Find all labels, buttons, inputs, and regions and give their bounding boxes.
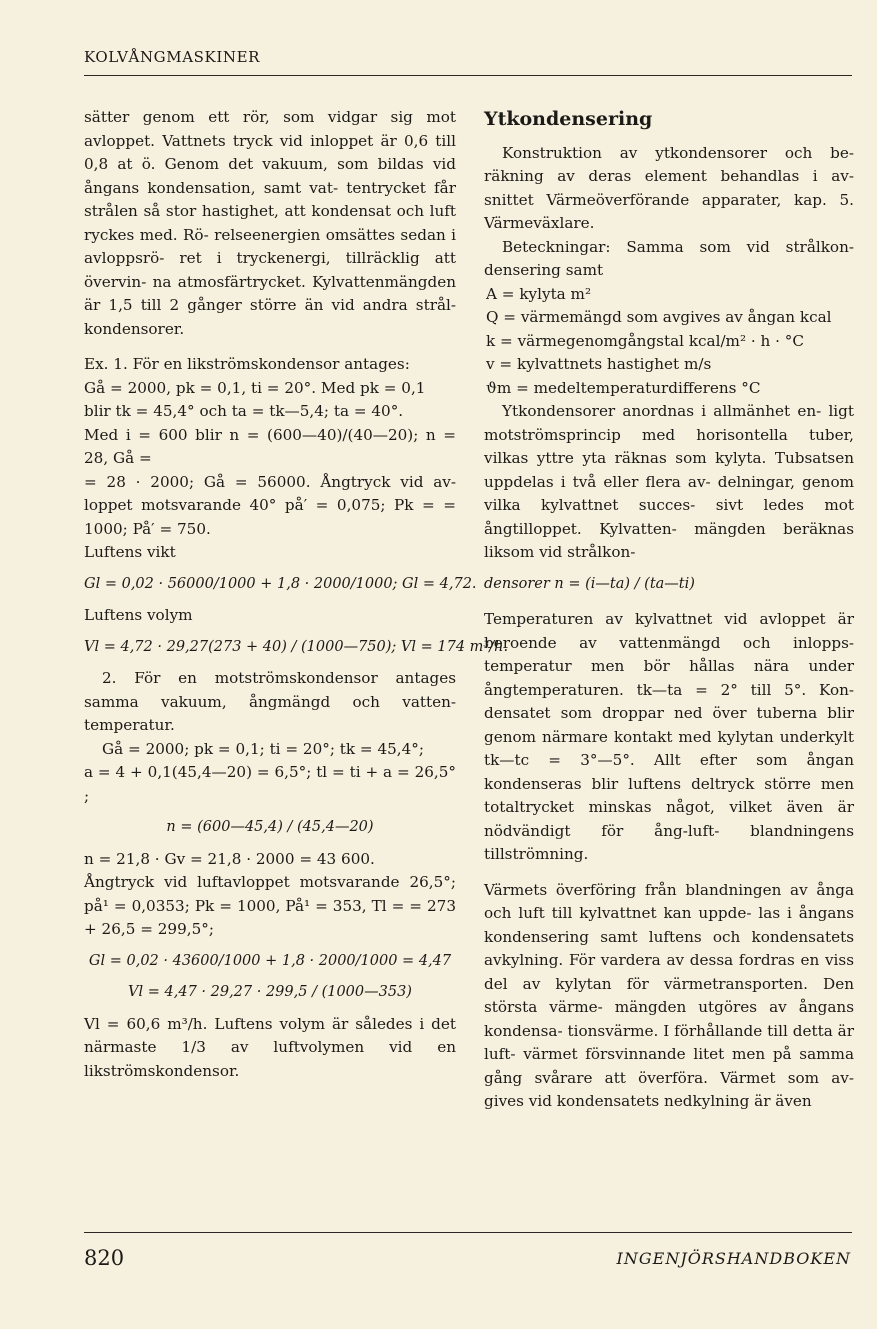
air-weight-label: Luftens vikt	[84, 543, 176, 561]
definition-item: k = värmegenomgångstal kcal/m² · h · °C	[486, 331, 805, 350]
example-2-paragraph: Ångtryck vid luftavloppet motsvarande 26,5°; på¹ = 0,0353; Pk = 1000, På¹ = 353, Tl = = 273 + 26,5 = 299,5°;	[84, 873, 456, 938]
paragraph-construction: Konstruktion av ytkondensorer och be- räkning av deras element behandlas i av- snittet Värmeöverförande apparater, kap. 5. Värmeväxlare.	[484, 143, 854, 232]
paragraph-notation: Beteckningar: Samma som vid strålkon- densering samt	[484, 237, 854, 279]
equation-air-volume-2: Vl = 4,47 · 29,27 · 299,5 / (1000—353)	[128, 984, 412, 1000]
definition-item: ϑm = medeltemperaturdifferens °C	[486, 378, 761, 397]
example-2-intro: 2. För en motströmskondensor antages samma vakuum, ångmängd och vatten- temperatur.	[84, 669, 456, 734]
definition-item: A = kylyta m²	[486, 284, 592, 303]
book-title: INGENJÖRSHANDBOKEN	[616, 1249, 851, 1268]
definition-list	[484, 283, 854, 401]
paragraph-jet-condenser: sätter genom ett rör, som vidgar sig mot avloppet. Vattnets tryck vid inloppet är 0,6 till 0,8 at ö. Genom det vakuum, som bildas vid ångans kondensation, samt vat- tentrycket får strålen så stor hastighet, att kondensat och luft ryckes med. Rö- relseenergien omsättes sedan i avloppsrö- ret i tryckenergi, tillräcklig att övervin- na atmosfärtrycket. Kylvattenmängden är 1,5 till 2 gånger större än vid andra strål- kondensorer.	[84, 108, 456, 338]
definition-item: Q = värmemängd som avgives av ångan kcal	[486, 308, 832, 326]
header-rule	[84, 75, 852, 76]
example-1-line: Gå = 2000, pk = 0,1, ti = 20°. Med pk = 0,1	[84, 378, 426, 397]
paragraph-heat-transfer: Värmets överföring från blandningen av ånga och luft till kylvattnet kan uppde- las i ångans kondensering samt luftens och kondensatets avkylning. För vardera av dessa fordras en viss del av kylytan för värmetransporten. Den största värme- mängden utgöres av ångans kondensa- tionsvärme. I förhållande till detta är luft- värmet försvinnande litet men på samma gång svårare att överföra. Värmet som av- gives vid kondensatets nedkylning är även	[484, 880, 854, 1110]
example-2-line: n = 21,8 · Gv = 21,8 · 2000 = 43 600.	[84, 849, 375, 868]
example-2-line: Gå = 2000; pk = 0,1; ti = 20°; tk = 45,4°;	[102, 739, 424, 758]
equation-air-weight-2: Gl = 0,02 · 43600/1000 + 1,8 · 2000/1000 = 4,47	[88, 952, 452, 969]
equation-air-volume: Vl = 4,72 · 29,27(273 + 40) / (1000—750); Vl = 174 m³/h.	[84, 638, 509, 655]
example-1-line: Med i = 600 blir n = (600—40)/(40—20); n = 28, Gå =	[84, 425, 456, 467]
equation-condenser-n: densorer n = (i—ta) / (ta—ti)	[484, 575, 695, 592]
example-1-line: blir tk = 45,4° och ta = tk—5,4; ta = 40°.	[84, 402, 404, 420]
example-2-conclusion: Vl = 60,6 m³/h. Luftens volym är således i det närmaste 1/3 av luftvolymen vid en likströmskondensor.	[84, 1014, 456, 1080]
footer-rule	[84, 1232, 852, 1233]
example-2-line: a = 4 + 0,1(45,4—20) = 6,5°; tl = ti + a = 26,5° ;	[84, 763, 456, 805]
definition-item: v = kylvattnets hastighet m/s	[486, 355, 712, 373]
equation-n: n = (600—45,4) / (45,4—20)	[166, 819, 374, 835]
paragraph-arrangement: Ytkondensorer anordnas i allmänhet en- ligt motströmsprincip med horisontella tuber, vilkas yttre yta räknas som kylyta. Tubsatsen uppdelas i två eller flera av- delningar, genom vilka kylvattnet succes- sivt ledes mot ångtilloppet. Kylvatten- mängden beräknas liksom vid strålkon-	[484, 402, 854, 561]
air-volume-label: Luftens volym	[84, 606, 193, 624]
example-1-line: = 28 · 2000; Gå = 56000. Ångtryck vid av- loppet motsvarande 40° på′ = 0,075; Pk = = 1000; På′ = 750.	[84, 472, 456, 538]
section-heading: Ytkondensering	[484, 108, 653, 130]
page-number: 820	[84, 1246, 125, 1270]
left-column	[84, 106, 509, 1083]
equation-air-weight: Gl = 0,02 · 56000/1000 + 1,8 · 2000/1000; Gl = 4,72.	[84, 575, 477, 592]
example-1-intro: Ex. 1. För en likströmskondensor antages:	[84, 355, 410, 373]
right-column	[484, 106, 854, 1114]
paragraph-temperature: Temperaturen av kylvattnet vid avloppet är beroende av vattenmängd och inlopps- temperatur men bör hållas nära under ångtemperaturen. tk—ta = 2° till 5°. Kon- densatet som droppar ned över tuberna blir genom närmare kontakt med kylytan underkylt tk—tc = 3°—5°. Allt efter som ångan kondenseras blir luftens deltryck större men totaltrycket minskas något, vilket även är nödvändigt för ång-luft- blandningens tillströmning.	[484, 610, 854, 863]
running-header: KOLVÅNGMASKINER	[84, 48, 261, 66]
